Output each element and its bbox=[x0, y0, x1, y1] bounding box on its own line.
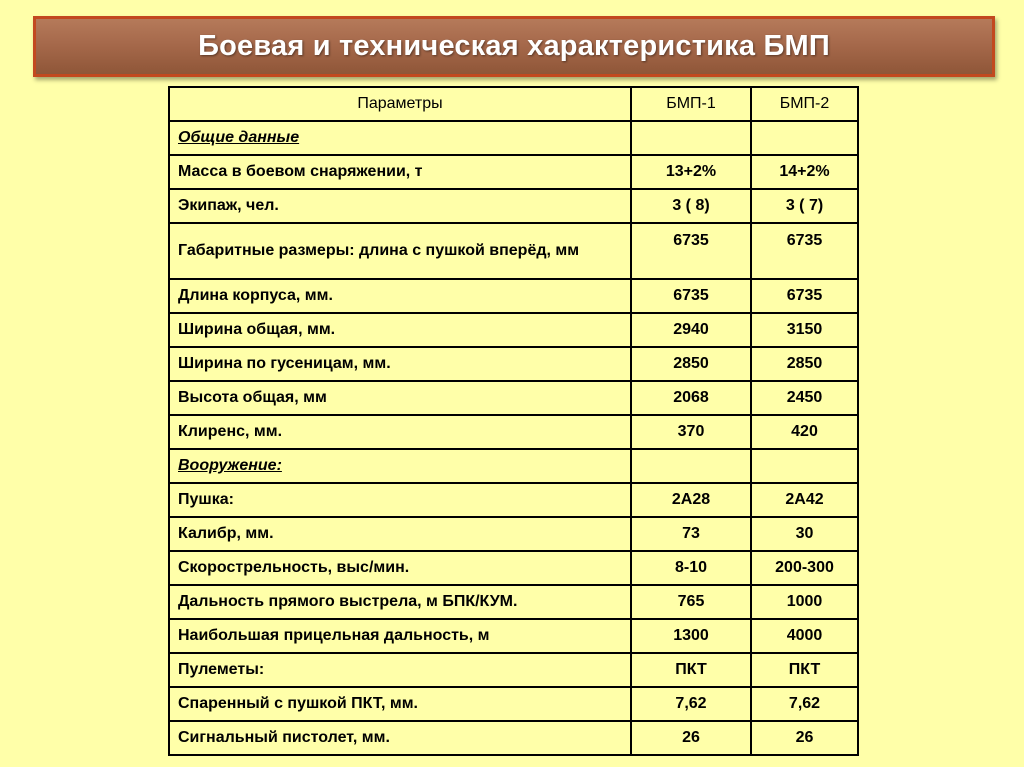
param-cell: Экипаж, чел. bbox=[169, 189, 631, 223]
bmp2-value-cell: 1000 bbox=[751, 585, 858, 619]
table-row bbox=[169, 155, 858, 189]
bmp2-value-cell: 4000 bbox=[751, 619, 858, 653]
spec-table bbox=[168, 86, 859, 756]
bmp2-value-cell: 30 bbox=[751, 517, 858, 551]
header-bmp1: БМП-1 bbox=[631, 87, 751, 121]
table-row bbox=[169, 347, 858, 381]
bmp2-value-cell: 2А42 bbox=[751, 483, 858, 517]
bmp1-value-cell: 2850 bbox=[631, 347, 751, 381]
table-row bbox=[169, 223, 858, 279]
bmp2-value-cell: 3150 bbox=[751, 313, 858, 347]
bmp2-value-cell: ПКТ bbox=[751, 653, 858, 687]
table-row bbox=[169, 653, 858, 687]
page-title: Боевая и техническая характеристика БМП bbox=[198, 30, 830, 62]
bmp2-value-cell: 2850 bbox=[751, 347, 858, 381]
param-cell: Сигнальный пистолет, мм. bbox=[169, 721, 631, 755]
bmp1-value-cell bbox=[631, 449, 751, 483]
bmp2-value-cell bbox=[751, 121, 858, 155]
param-cell: Дальность прямого выстрела, м БПК/КУМ. bbox=[169, 585, 631, 619]
bmp1-value-cell: 2940 bbox=[631, 313, 751, 347]
header-row bbox=[169, 87, 858, 121]
table-row bbox=[169, 189, 858, 223]
bmp1-value-cell: 2А28 bbox=[631, 483, 751, 517]
table-row bbox=[169, 585, 858, 619]
bmp1-value-cell: 370 bbox=[631, 415, 751, 449]
bmp1-value-cell: 13+2% bbox=[631, 155, 751, 189]
bmp1-value-cell: 2068 bbox=[631, 381, 751, 415]
param-cell bbox=[169, 449, 631, 483]
bmp2-value-cell: 26 bbox=[751, 721, 858, 755]
bmp1-value-cell: ПКТ bbox=[631, 653, 751, 687]
section-row bbox=[169, 121, 858, 155]
bmp2-value-cell: 6735 bbox=[751, 223, 858, 279]
section-label: Общие данные bbox=[178, 129, 300, 146]
param-cell: Скорострельность, выс/мин. bbox=[169, 551, 631, 585]
table-row bbox=[169, 313, 858, 347]
section-label: Вооружение: bbox=[178, 457, 282, 474]
table-row bbox=[169, 551, 858, 585]
table-row bbox=[169, 687, 858, 721]
bmp1-value-cell: 765 bbox=[631, 585, 751, 619]
param-cell: Габаритные размеры: длина с пушкой вперёд, мм bbox=[169, 223, 631, 279]
param-cell: Клиренс, мм. bbox=[169, 415, 631, 449]
bmp2-value-cell: 200-300 bbox=[751, 551, 858, 585]
bmp2-value-cell: 7,62 bbox=[751, 687, 858, 721]
bmp2-value-cell: 3 ( 7) bbox=[751, 189, 858, 223]
bmp1-value-cell: 8-10 bbox=[631, 551, 751, 585]
bmp1-value-cell bbox=[631, 121, 751, 155]
bmp2-value-cell bbox=[751, 449, 858, 483]
bmp2-value-cell: 420 bbox=[751, 415, 858, 449]
bmp1-value-cell: 1300 bbox=[631, 619, 751, 653]
table-row bbox=[169, 483, 858, 517]
param-cell: Масса в боевом снаряжении, т bbox=[169, 155, 631, 189]
header-bmp2: БМП-2 bbox=[751, 87, 858, 121]
param-cell bbox=[169, 121, 631, 155]
bmp1-value-cell: 7,62 bbox=[631, 687, 751, 721]
table-row bbox=[169, 415, 858, 449]
table-row bbox=[169, 279, 858, 313]
table-row bbox=[169, 517, 858, 551]
header-parameters: Параметры bbox=[169, 87, 631, 121]
table-row bbox=[169, 721, 858, 755]
bmp1-value-cell: 73 bbox=[631, 517, 751, 551]
bmp1-value-cell: 6735 bbox=[631, 279, 751, 313]
bmp2-value-cell: 14+2% bbox=[751, 155, 858, 189]
param-cell: Калибр, мм. bbox=[169, 517, 631, 551]
param-cell: Спаренный с пушкой ПКТ, мм. bbox=[169, 687, 631, 721]
bmp1-value-cell: 26 bbox=[631, 721, 751, 755]
param-cell: Высота общая, мм bbox=[169, 381, 631, 415]
bmp1-value-cell: 3 ( 8) bbox=[631, 189, 751, 223]
param-cell: Ширина по гусеницам, мм. bbox=[169, 347, 631, 381]
section-row bbox=[169, 449, 858, 483]
bmp2-value-cell: 2450 bbox=[751, 381, 858, 415]
table-row bbox=[169, 619, 858, 653]
param-cell: Наибольшая прицельная дальность, м bbox=[169, 619, 631, 653]
param-cell: Пулеметы: bbox=[169, 653, 631, 687]
bmp2-value-cell: 6735 bbox=[751, 279, 858, 313]
spec-table-body bbox=[169, 121, 858, 755]
bmp1-value-cell: 6735 bbox=[631, 223, 751, 279]
param-cell: Ширина общая, мм. bbox=[169, 313, 631, 347]
title-banner bbox=[33, 16, 995, 77]
param-cell: Длина корпуса, мм. bbox=[169, 279, 631, 313]
param-cell: Пушка: bbox=[169, 483, 631, 517]
table-row bbox=[169, 381, 858, 415]
